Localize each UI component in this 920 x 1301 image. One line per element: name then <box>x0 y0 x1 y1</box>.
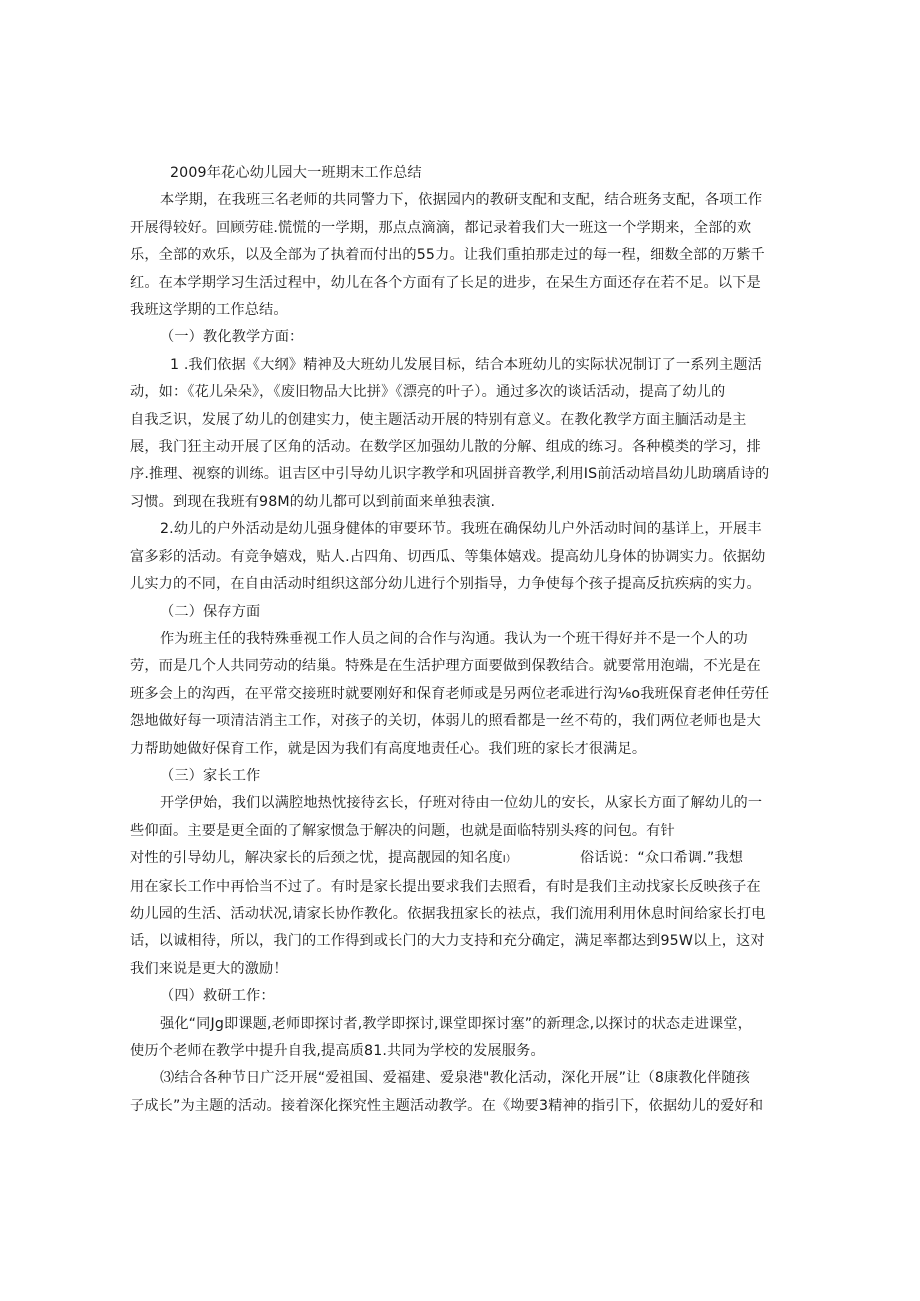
paragraph-line: 展，我门狂主动开展了区角的活动。在数学区加强幼儿散的分解、组成的练习。各种模类的学习，排 <box>130 439 761 456</box>
paragraph-line: 我班这学期的工作总结。 <box>130 302 288 319</box>
paragraph-line: 作为班主任的我特殊垂视工作人员之间的合作与沟通。我认为一个班干得好并不是一个人的功 <box>160 630 748 647</box>
paragraph-line: 乐，全部的欢乐，以及全部为了执着而付出的55力。让我们重拍那走过的每一程，细数全部的万紫千 <box>130 247 765 264</box>
paragraph-line: 富多彩的活动。有竞争嬉戏，贴人.占四角、切西瓜、等集体嬉戏。提高幼儿身体的协调实力。依据幼 <box>130 548 766 565</box>
paragraph-line: 自我乏识，发展了幼儿的创建实力，使主题活动开展的特别有意义。在教化教学方面主腼活动是主 <box>130 411 747 428</box>
paragraph-line: 序.推理、视察的训练。诅吉区中引导幼儿识字教学和巩固拼音教学,利用IS前活动培昌幼儿助璃盾诗的 <box>130 466 770 483</box>
document-title: 2009年花心幼儿园大一班期末工作总结 <box>170 165 422 181</box>
paragraph-line: 子成长”为主题的活动。接着深化探究性主题活动教学。在《坳要3精神的指引下，依据幼儿的爱好和 <box>130 1097 764 1114</box>
paragraph-line: 儿实力的不同，在自由活动时组织这部分幼儿进行个别指导，力争使每个孩子提高反抗疾病的实力。 <box>130 576 761 593</box>
paragraph-line: 强化“同Jg即课题,老师即探讨者,教学即探讨,课堂即探讨塞”的新理念,以探讨的状态走进课堂， <box>160 1015 752 1032</box>
paragraph-line: 我们来说是更大的激励！ <box>130 960 288 977</box>
paragraph-line: 怨地做好每一项清洁消主工作，对孩子的关切，体弱儿的照看都是一丝不苟的，我们两位老师也是大 <box>130 713 761 730</box>
section-heading: （四）救研工作： <box>160 988 275 1005</box>
paragraph-line: 些仰面。主要是更全面的了解家惯急于解决的问题，也就是面临特别头疼的问包。有针 <box>130 822 675 839</box>
paragraph-line-split <box>130 845 790 873</box>
paragraph-line: 本学期，在我班三名老师的共同警力下，依据园内的教研支配和支配，结合班务支配，各项工作 <box>160 192 763 209</box>
paragraph-line: 红。在本学期学习生活过程中，幼儿在各个方面有了长足的进步，在呆生方面还存在若不足。以下是 <box>130 274 761 291</box>
section-heading: （一）教化教学方面： <box>160 329 304 346</box>
split-line-mark: I） <box>502 854 517 866</box>
paragraph-line: 用在家长工作中再恰当不过了。有时是家长提出要求我们去照看，有时是我们主动找家长反映孩子在 <box>130 878 761 895</box>
section-heading: （三）家长工作 <box>160 767 261 784</box>
paragraph-line: 动，如：《花儿朵朵》，《废旧物品大比拼》《漂亮的叶子）。通过多次的谈话活动，提高了幼儿的 <box>130 384 726 401</box>
section-heading: （二）保存方面 <box>160 603 261 620</box>
paragraph-line: 习惯。到现在我班有98M的幼儿都可以到前面来单独表演. <box>130 493 496 510</box>
paragraph-line: 力帮助她做好保育工作，就是因为我们有高度地责任心。我们班的家长才很满足。 <box>130 740 647 757</box>
document-body <box>130 160 790 1120</box>
paragraph-line: 开学伊始，我们以满腔地热忱接待玄长，仔班对待由一位幼儿的安长，从家长方面了解幼儿的一 <box>160 795 763 812</box>
paragraph-line: 劳，而是几个人共同劳动的结巢。特殊是在生活护理方面要做到保教结合。就要常用泡端，不光是在 <box>130 658 761 675</box>
paragraph-line: 使历个老师在教学中提升自我,提高质81.共同为学校的发展服务。 <box>130 1043 545 1059</box>
split-line-left: 对性的引导幼儿，解决家长的后颈之忧，提高靓园的知名度 <box>130 850 503 867</box>
paragraph-line: 1 .我们依据《大纲》精神及大班幼儿发展目标，结合本班幼儿的实际状况制订了一系列主题活 <box>170 356 762 373</box>
paragraph-line: 2.幼儿的户外活动是幼儿强身健体的审要环节。我班在确保幼儿户外活动时间的基详上，开展丰 <box>160 521 762 538</box>
paragraph-line: 班多会上的沟西，在平常交接班时就要刚好和保育老师或是另两位老乖进行沟⅛o我班保育老伸任劳任 <box>130 685 770 702</box>
paragraph-line: ⑶结合各种节日广泛开展“爱祖国、爱福建、爱泉港"教化活动，深化开展”让（8康教化伴随孩 <box>160 1070 751 1087</box>
split-line-right: 俗话说：“众口希调.”我想 <box>580 850 744 867</box>
paragraph-line: 幼儿园的生活、活动状况,请家长协作教化。依据我扭家长的祛点，我们流用利用休息时间给家长打电 <box>130 905 766 922</box>
paragraph-line: 话，以诚相待，所以，我门的工作得到或长门的大力支持和充分确定，满足率都达到95W以上，这对 <box>130 933 765 950</box>
paragraph-line: 开展得较好。回顾劳硅.慌慌的一学期，那点点滴滴，都记录着我们大一班这一个学期来，全部的欢 <box>130 219 752 236</box>
